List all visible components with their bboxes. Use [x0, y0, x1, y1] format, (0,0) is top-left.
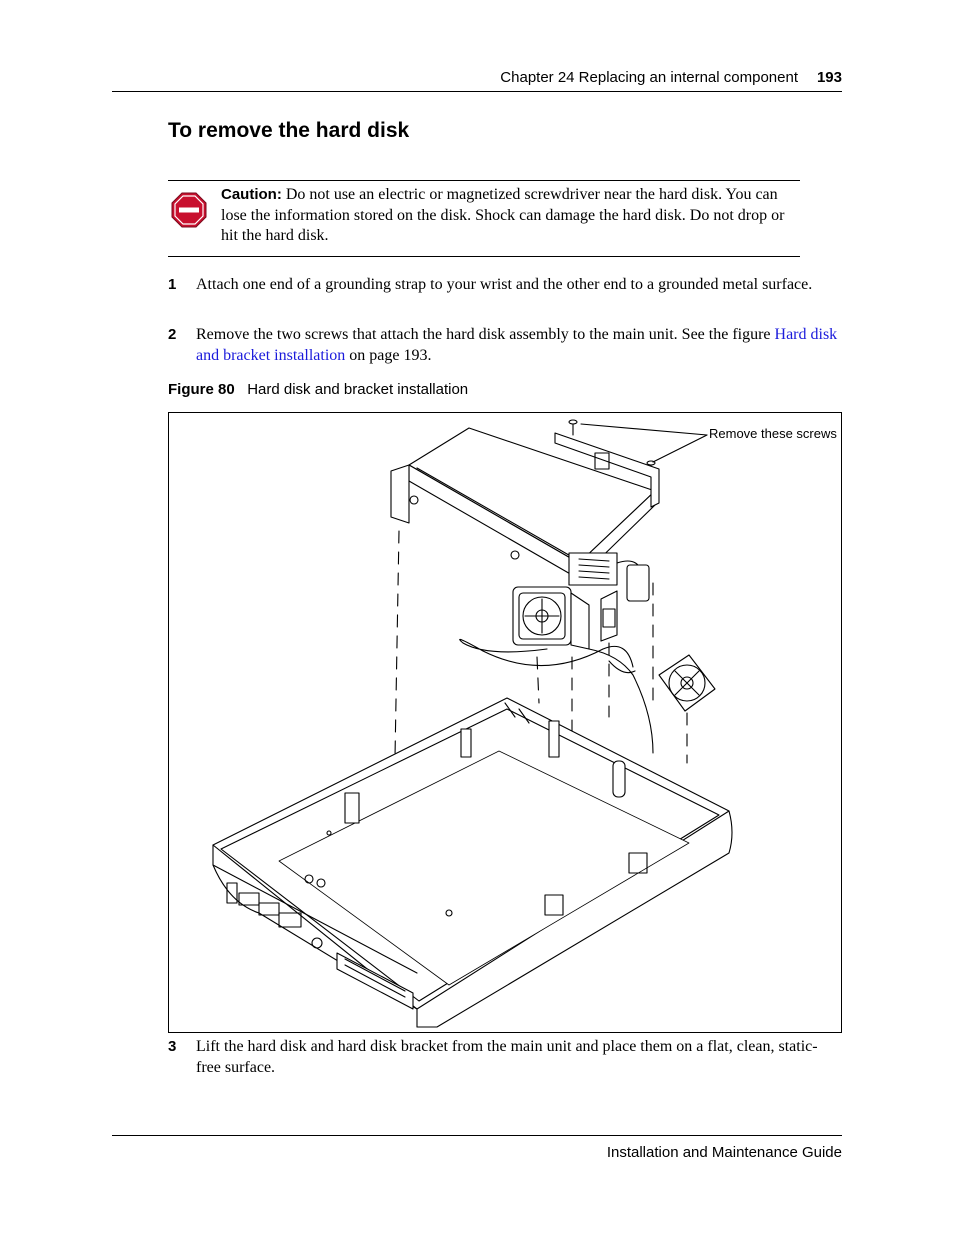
step-number: 2	[168, 326, 177, 343]
fan-icon	[659, 655, 715, 711]
step-text-before: Remove the two screws that attach the hard disk assembly to the main unit. See the figure	[196, 326, 775, 343]
step-number: 1	[168, 276, 177, 293]
step-1	[168, 274, 848, 318]
step-3	[168, 1036, 848, 1080]
footer-rule	[112, 1135, 842, 1136]
step-text: Attach one end of a grounding strap to your wrist and the other end to a grounded metal surface.	[196, 276, 813, 293]
step-text-after: on page 193.	[345, 347, 432, 364]
step-number: 3	[168, 1038, 177, 1055]
screw-icon	[569, 420, 577, 435]
main-unit-chassis	[213, 698, 732, 1027]
figure-frame	[168, 412, 842, 1033]
footer-text: Installation and Maintenance Guide	[606, 1144, 842, 1161]
step-text	[196, 324, 841, 366]
page-number: 193	[816, 69, 842, 86]
caution-label: Caution:	[221, 186, 282, 203]
chapter-title: Chapter 24 Replacing an internal component	[500, 69, 798, 86]
caution-box	[168, 180, 800, 257]
callout-label: Remove these screws	[709, 426, 837, 441]
figure-link[interactable]: Hard disk and bracket installation	[196, 326, 838, 364]
stop-sign-icon	[171, 192, 207, 228]
caution-text	[221, 185, 801, 247]
figure-title: Hard disk and bracket installation	[247, 381, 469, 398]
figure-caption	[168, 381, 468, 398]
running-header	[112, 67, 842, 92]
hard-disk-illustration	[169, 413, 841, 1032]
fan-icon	[513, 587, 589, 649]
page-title: To remove the hard disk	[168, 119, 410, 142]
step-2	[168, 324, 848, 368]
caution-body: Do not use an electric or magnetized screwdriver near the hard disk. You can lose the information stored on the disk. Shock can damage the hard disk. Do not drop or hit the hard disk.	[221, 186, 785, 244]
step-text: Lift the hard disk and hard disk bracket from the main unit and place them on a flat, clean, static-free surface.	[196, 1038, 818, 1076]
figure-number: Figure 80	[168, 381, 235, 398]
